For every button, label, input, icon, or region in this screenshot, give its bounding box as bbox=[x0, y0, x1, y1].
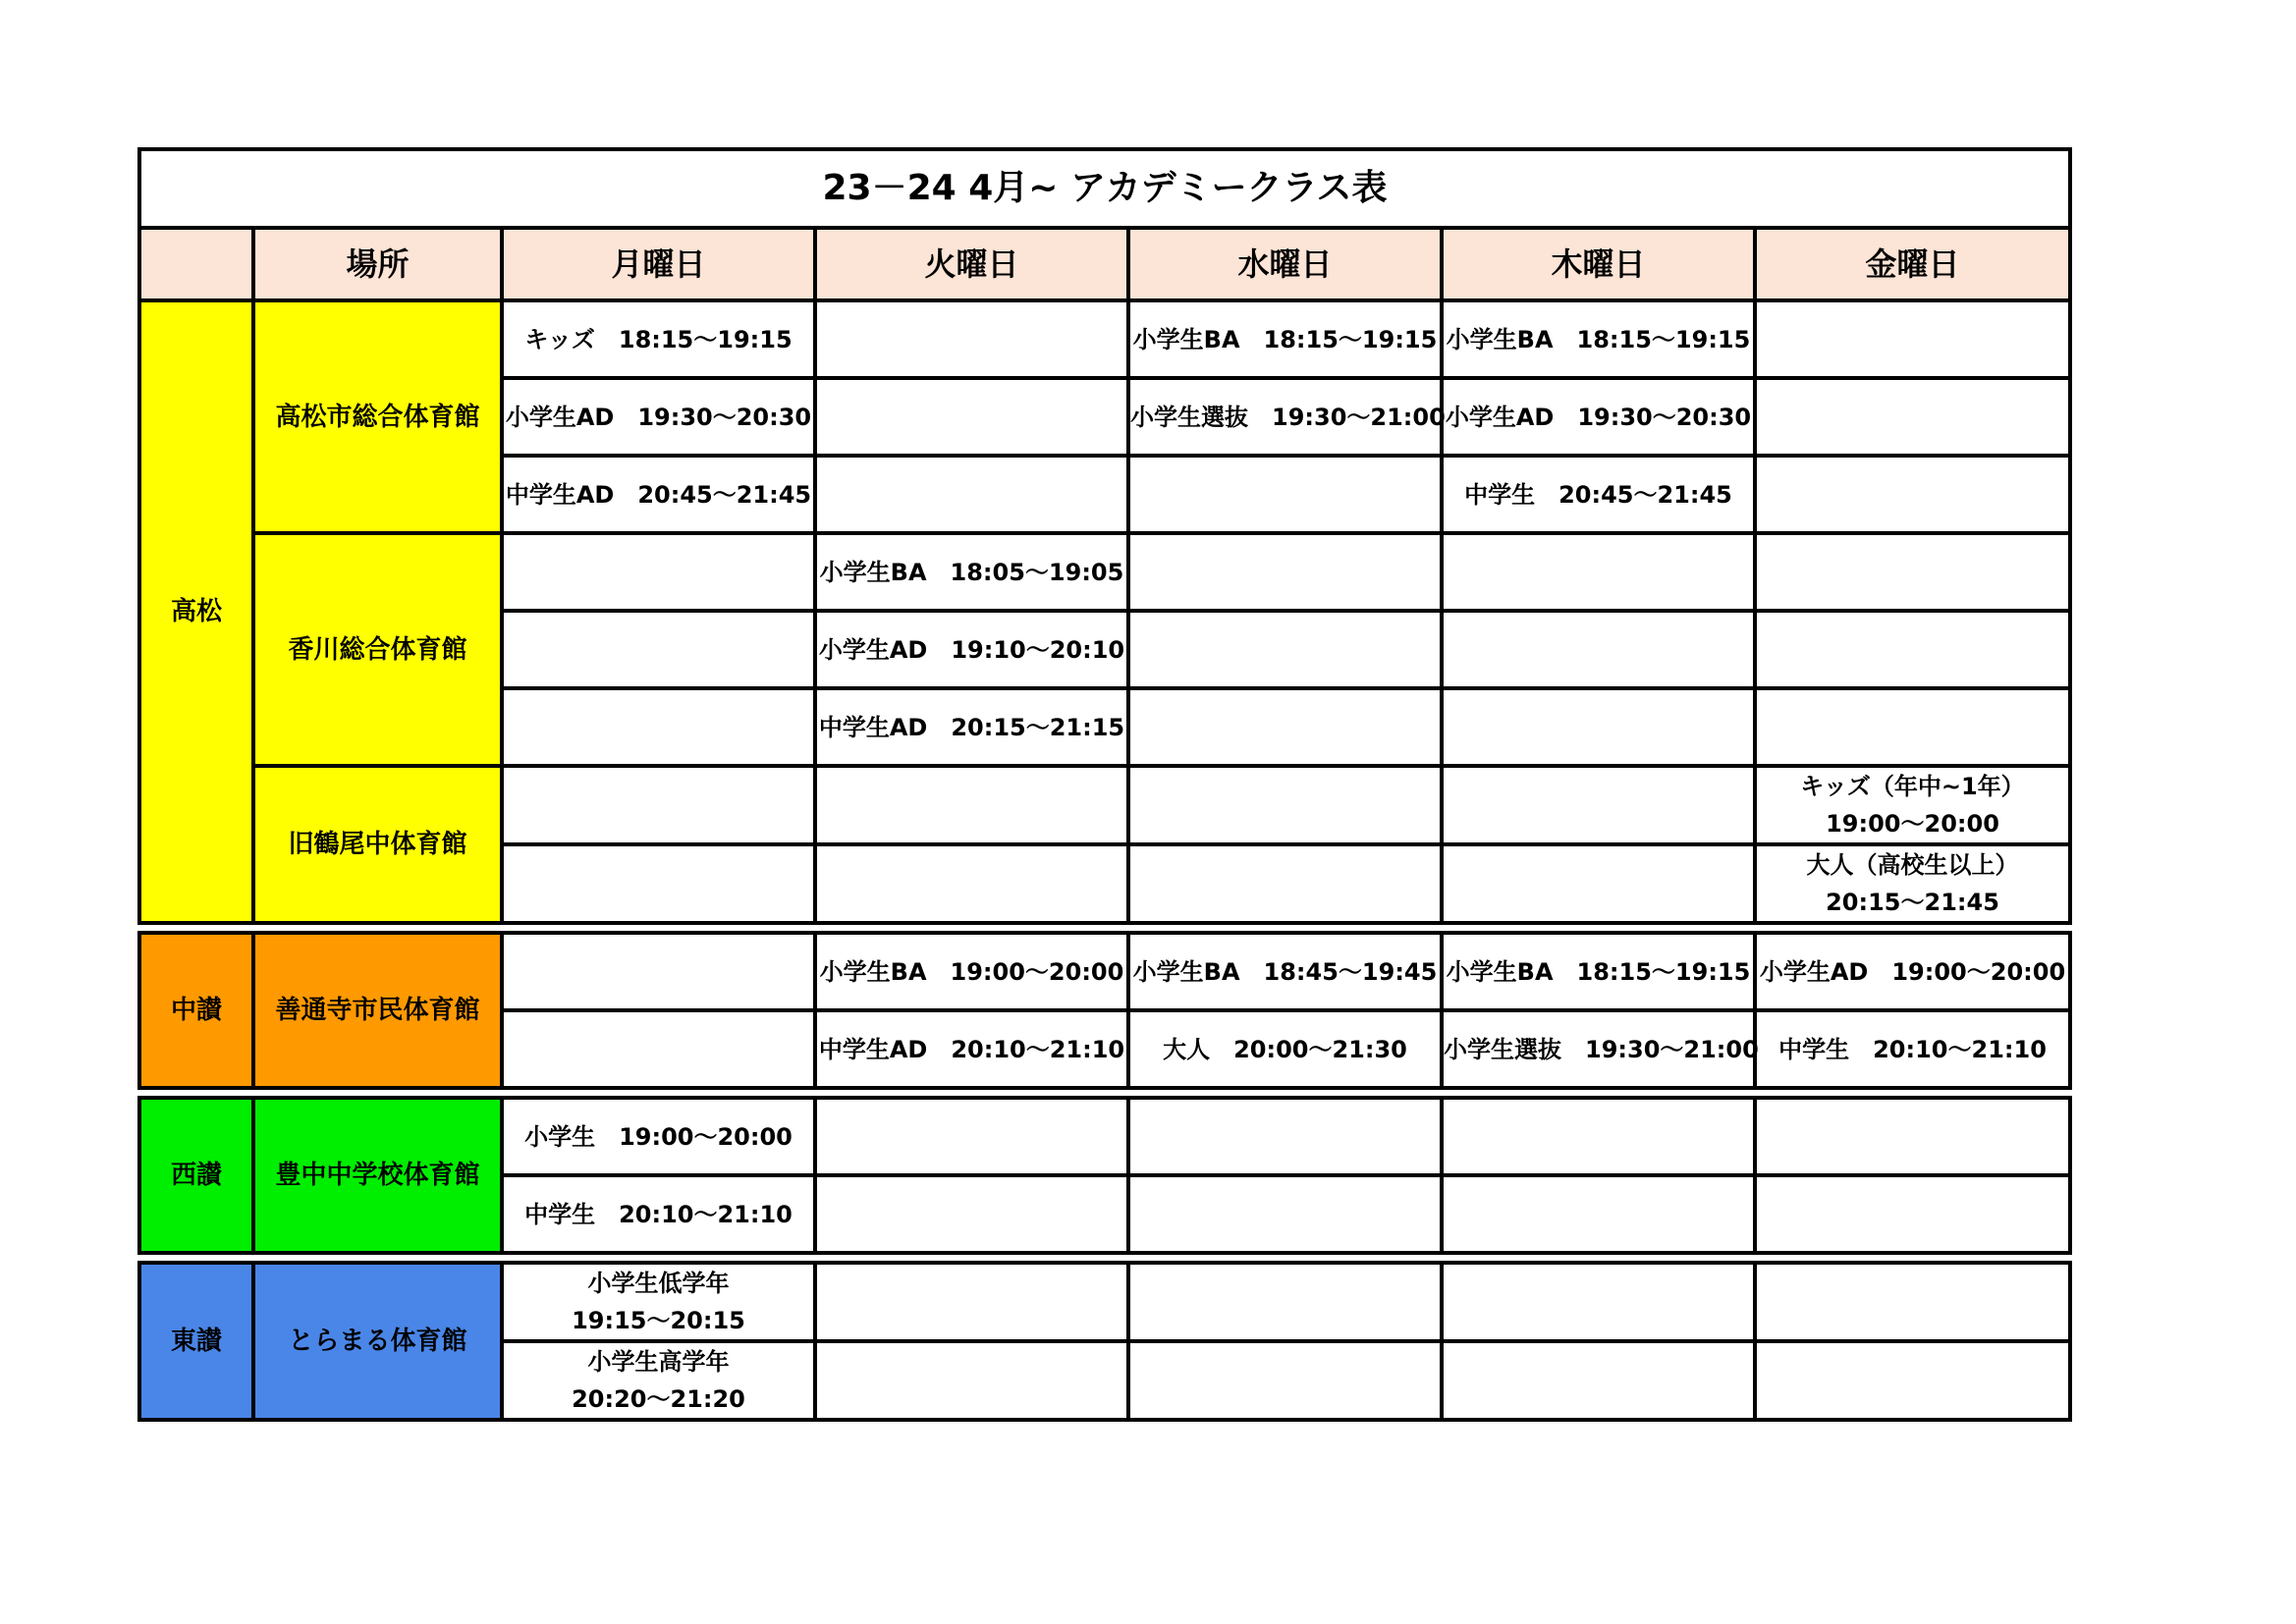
class-cell bbox=[815, 1175, 1128, 1253]
class-cell bbox=[1128, 456, 1442, 533]
class-time: 19:15～20:15 bbox=[572, 1307, 745, 1334]
class-cell bbox=[502, 766, 815, 844]
class-time: 19:00～20:00 bbox=[1826, 810, 1999, 838]
class-cell bbox=[1128, 688, 1442, 766]
header-monday: 月曜日 bbox=[502, 228, 815, 300]
class-cell: 小学生AD 19:30～20:30 bbox=[502, 378, 815, 456]
class-cell bbox=[1755, 300, 2070, 378]
class-cell: 中学生AD 20:45～21:45 bbox=[502, 456, 815, 533]
class-cell: 小学生選抜 19:30～21:00 bbox=[1442, 1010, 1755, 1088]
class-cell bbox=[1442, 611, 1755, 688]
class-cell bbox=[815, 766, 1128, 844]
header-thursday: 木曜日 bbox=[1442, 228, 1755, 300]
class-cell: 小学生BA 18:45～19:45 bbox=[1128, 933, 1442, 1010]
class-cell: 中学生AD 20:10～21:10 bbox=[815, 1010, 1128, 1088]
venue-toramaru: とらまる体育館 bbox=[253, 1263, 502, 1420]
class-cell bbox=[1128, 533, 1442, 611]
class-cell bbox=[815, 378, 1128, 456]
region-chusan: 中讃 bbox=[139, 933, 253, 1088]
class-cell bbox=[1442, 1098, 1755, 1175]
section-gap bbox=[139, 1253, 2070, 1263]
class-cell bbox=[1128, 1341, 1442, 1420]
class-cell: 小学生BA 18:15～19:15 bbox=[1128, 300, 1442, 378]
class-cell bbox=[1128, 766, 1442, 844]
class-cell bbox=[502, 533, 815, 611]
class-cell: 小学生BA 18:15～19:15 bbox=[1442, 933, 1755, 1010]
class-cell bbox=[815, 300, 1128, 378]
class-cell bbox=[1128, 1175, 1442, 1253]
header-friday: 金曜日 bbox=[1755, 228, 2070, 300]
class-cell bbox=[1442, 1341, 1755, 1420]
class-cell bbox=[1755, 1263, 2070, 1341]
class-cell: 小学生 19:00～20:00 bbox=[502, 1098, 815, 1175]
class-cell: 小学生選抜 19:30～21:00 bbox=[1128, 378, 1442, 456]
class-cell: 小学生BA 18:15～19:15 bbox=[1442, 300, 1755, 378]
venue-takamatsu-sogo: 高松市総合体育館 bbox=[253, 300, 502, 533]
header-tuesday: 火曜日 bbox=[815, 228, 1128, 300]
class-cell bbox=[1755, 844, 2070, 923]
class-cell bbox=[1442, 766, 1755, 844]
class-cell: 小学生AD 19:10～20:10 bbox=[815, 611, 1128, 688]
class-cell: キッズ 18:15～19:15 bbox=[502, 300, 815, 378]
class-cell bbox=[1755, 766, 2070, 844]
class-cell bbox=[502, 688, 815, 766]
class-time: 20:20～21:20 bbox=[572, 1385, 745, 1413]
class-cell bbox=[1442, 1263, 1755, 1341]
class-cell bbox=[815, 1263, 1128, 1341]
class-schedule-table bbox=[137, 147, 2072, 1422]
class-cell: 中学生 20:10～21:10 bbox=[1755, 1010, 2070, 1088]
class-cell bbox=[1128, 611, 1442, 688]
class-cell bbox=[502, 1263, 815, 1341]
class-cell: 大人 20:00～21:30 bbox=[1128, 1010, 1442, 1088]
class-cell: 小学生BA 18:05～19:05 bbox=[815, 533, 1128, 611]
venue-kyu-tsuruo: 旧鶴尾中体育館 bbox=[253, 766, 502, 923]
class-cell bbox=[502, 611, 815, 688]
class-schedule-sheet bbox=[137, 147, 2068, 1422]
header-place: 場所 bbox=[253, 228, 502, 300]
class-cell bbox=[1442, 1175, 1755, 1253]
section-gap bbox=[139, 1088, 2070, 1098]
class-cell bbox=[1755, 378, 2070, 456]
class-time: 20:15～21:45 bbox=[1826, 889, 1999, 916]
header-blank bbox=[139, 228, 253, 300]
section-gap bbox=[139, 923, 2070, 933]
class-cell bbox=[1755, 1175, 2070, 1253]
class-cell: 中学生 20:10～21:10 bbox=[502, 1175, 815, 1253]
class-cell bbox=[502, 844, 815, 923]
class-cell bbox=[815, 1098, 1128, 1175]
venue-toyonaka: 豊中中学校体育館 bbox=[253, 1098, 502, 1253]
class-cell: 小学生BA 19:00～20:00 bbox=[815, 933, 1128, 1010]
class-cell bbox=[1128, 1098, 1442, 1175]
region-tosan: 東讃 bbox=[139, 1263, 253, 1420]
class-cell bbox=[1755, 688, 2070, 766]
class-cell bbox=[1442, 844, 1755, 923]
class-cell bbox=[1755, 1341, 2070, 1420]
class-cell bbox=[1755, 611, 2070, 688]
class-name: キッズ（年中~1年） bbox=[1800, 773, 2025, 800]
class-cell bbox=[1442, 688, 1755, 766]
venue-zentsuji: 善通寺市民体育館 bbox=[253, 933, 502, 1088]
venue-kagawa-sogo: 香川総合体育館 bbox=[253, 533, 502, 766]
class-cell bbox=[815, 844, 1128, 923]
class-cell bbox=[1442, 533, 1755, 611]
class-cell: 中学生AD 20:15～21:15 bbox=[815, 688, 1128, 766]
class-cell: 小学生AD 19:30～20:30 bbox=[1442, 378, 1755, 456]
class-cell bbox=[502, 1010, 815, 1088]
class-cell bbox=[815, 1341, 1128, 1420]
class-cell: 中学生 20:45～21:45 bbox=[1442, 456, 1755, 533]
class-name: 小学生低学年 bbox=[587, 1270, 730, 1297]
class-cell bbox=[1128, 844, 1442, 923]
class-cell bbox=[1755, 456, 2070, 533]
class-cell bbox=[815, 456, 1128, 533]
schedule-title: 23－24 4月~ アカデミークラス表 bbox=[139, 149, 2070, 228]
class-cell bbox=[502, 1341, 815, 1420]
class-cell: 小学生AD 19:00～20:00 bbox=[1755, 933, 2070, 1010]
class-cell bbox=[1128, 1263, 1442, 1341]
region-takamatsu: 高松 bbox=[139, 300, 253, 923]
class-cell bbox=[1755, 533, 2070, 611]
class-cell bbox=[1755, 1098, 2070, 1175]
class-cell bbox=[502, 933, 815, 1010]
class-name: 小学生高学年 bbox=[587, 1348, 730, 1376]
header-wednesday: 水曜日 bbox=[1128, 228, 1442, 300]
class-name: 大人（高校生以上） bbox=[1806, 851, 2019, 879]
region-seisan: 西讃 bbox=[139, 1098, 253, 1253]
